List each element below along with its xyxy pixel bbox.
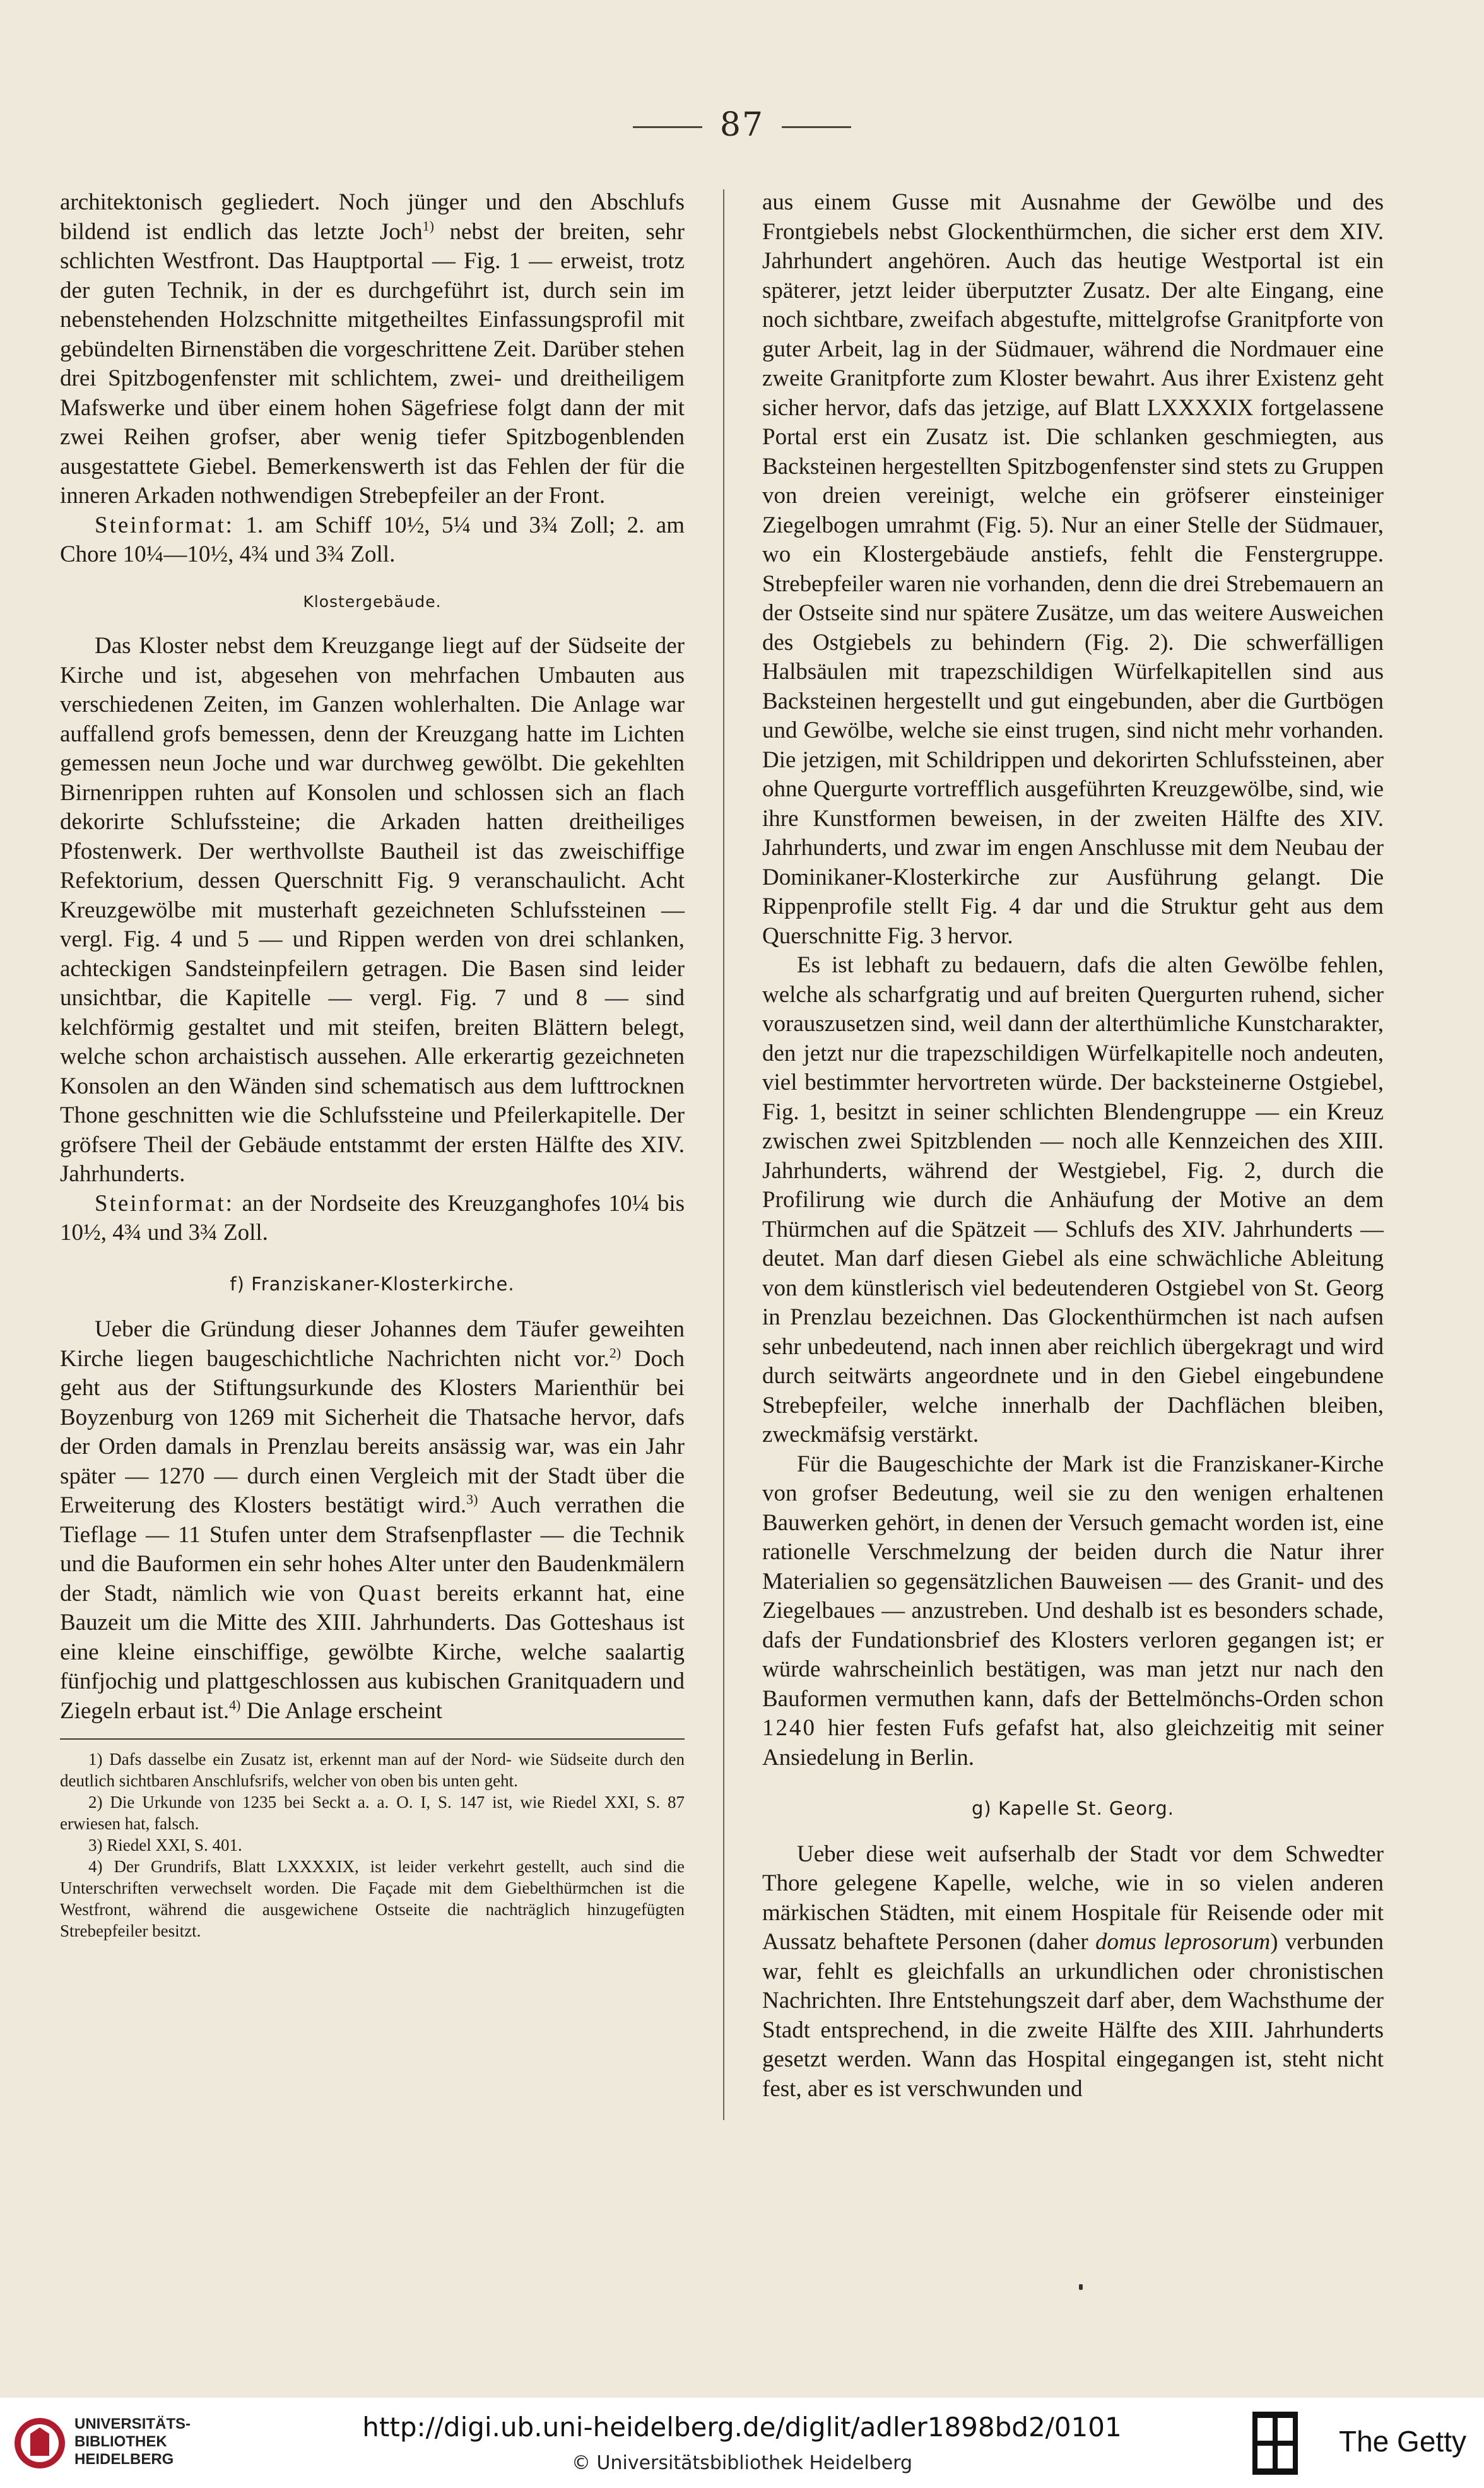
header-rule-left	[633, 126, 702, 128]
ink-speck	[1079, 2284, 1083, 2290]
source-url-link[interactable]: http://digi.ub.uni-heidelberg.de/diglit/adler1898bd2/0101	[362, 2412, 1122, 2443]
paragraph-st-georg: Ueber diese weit aufserhalb der Stadt vor dem Schwedter Thore gelegene Kapelle, welche, wie in so vielen anderen märkischen Städten, mit einem Hospitale für Reisende oder mit Aussatz behaftete Personen (daher domus leprosorum) verbunden war, fehlt es gleichfalls an urkundlichen oder chronistischen Nachrichten. Ihre Entstehungszeit darf aber, dem Wachsthume der Stadt entsprechend, in die zweite Hälfte des XIII. Jahrhunderts gesetzt werden. Wann das Hospital eingegangen ist, steht nicht fest, aber es ist verschwunden und	[762, 1841, 1384, 2102]
paragraph-gusse: aus einem Gusse mit Ausnahme der Gewölbe und des Frontgiebels nebst Glockenthürmchen, die sicher erst dem XIV. Jahrhundert angehören. Auch das heutige Westportal ist ein späterer, jetzt leider überputzter Zusatz. Der alte Eingang, eine noch sichtbare, zweifach abgestufte, mittelgrofse Granitpforte von guter Arbeit, lag in der Südmauer, während die Nordmauer eine zweite Granitpforte zum Kloster bewahrt. Aus ihrer Existenz geht sicher hervor, dafs das jetzige, auf Blatt LXXXXIX fortgelassene Portal erst ein Zusatz ist. Die schlanken geschmiegten, aus Backsteinen hergestellten Spitzbogenfenster sind stets zu Gruppen von dreien vereinigt, welche ein gröfserer einsteiniger Ziegelbogen umrahmt (Fig. 5). Nur an einer Stelle der Südmauer, wo ein Klostergebäude anstiefs, fehlt die Fenstergruppe. Strebepfeiler waren nie vorhanden, denn die drei Strebemauern an der Ostseite sind nur spätere Zusätze, um das weitere Ausweichen des Ostgiebels zu behindern (Fig. 2). Die schwerfälligen Halbsäulen mit trapezschildigen Würfelkapitellen sind aus Backsteinen hergestellt und gut eingebunden, aber die Gurtbögen und Gewölbe, welche sie einst trugen, sind nicht mehr vorhanden. Die jetzigen, mit Schildrippen und dekorirten Schlufssteinen, aber ohne Quergurte vortrefflich ausgeführten Kreuzgewölbe, sind, wie ihre Kunstformen beweisen, in der zweiten Hälfte des XIV. Jahrhunderts, und zwar im engen Anschlusse mit dem Neubau der Dominikaner-Klosterkirche zur Ausführung gelangt. Die Rippenprofile stellt Fig. 4 dar und die Struktur geht aus dem Querschnitte Fig. 3 hervor.	[762, 189, 1384, 949]
footnote-2: 2) Die Urkunde von 1235 bei Seckt a. a. O. I, S. 147 ist, wie Riedel XXI, S. 87 erwiesen hat, falsch.	[60, 1793, 685, 1833]
page-number: 87	[719, 106, 765, 144]
running-header	[0, 106, 1484, 144]
heading-st-georg: g) Kapelle St. Georg.	[972, 1798, 1174, 1819]
library-name: UNIVERSITÄTS- BIBLIOTHEK HEIDELBERG	[74, 2415, 191, 2468]
paragraph-steinformat-1: Steinformat: 1. am Schiff 10½, 5¼ und 3¾ Zoll; 2. am Chore 10¼—10½, 4¾ und 3¾ Zoll.	[60, 512, 685, 567]
footnotes	[60, 1738, 685, 1942]
paragraph-westfront: architektonisch gegliedert. Noch jünger und den Abschlufs bildend ist endlich das letzte Joch$^{1)}$ nebst der breiten, sehr schlichten Westfront. Das Hauptportal — Fig. 1 — erweist, trotz der guten Technik, in der es durchgeführt ist, durch sein im nebenstehenden Holzschnitte mitgetheiltes Einfassungsprofil mit gebündelten Birnenstäben die vorgeschrittene Zeit. Darüber stehen drei Spitzbogenfenster mit schlichtem, zwei- und dreitheiligem Mafswerke und über einem hohen Sägefriese folgt dann der mit zwei Reihen grofser, aber wenig tiefer Spitzbogenblenden ausgestattete Giebel. Bemerkenswerth ist das Fehlen der für die inneren Arkaden nothwendigen Strebepfeiler an der Front.	[60, 189, 685, 509]
footnote-3: 3) Riedel XXI, S. 401.	[88, 1836, 242, 1854]
footer-bar	[0, 2398, 1484, 2488]
heading-klostergebaeude: Klostergebäude.	[303, 592, 442, 611]
paragraph-steinformat-2: Steinformat: an der Nordseite des Kreuzganghofes 10¼ bis 10½, 4¾ und 3¾ Zoll.	[60, 1190, 685, 1246]
header-rule-right	[782, 126, 851, 128]
getty-name: The Getty	[1339, 2425, 1466, 2458]
column-divider	[723, 189, 724, 2120]
paragraph-kloster: Das Kloster nebst dem Kreuzgange liegt auf der Südseite der Kirche und ist, abgesehen von mehrfachen Umbauten aus verschiedenen Zeiten, im Ganzen wohlerhalten. Die Anlage war auffallend grofs bemessen, denn der Kreuzgang hatte im Lichten gemessen neun Joche und war durchweg gewölbt. Die gekehlten Birnenrippen ruhten auf Konsolen und schlossen sich an flach dekorirte Schlufssteine; die Arkaden hatten dreitheiliges Pfostenwerk. Der werthvollste Bautheil ist das zweischiffige Refektorium, dessen Querschnitt Fig. 9 veranschaulicht. Acht Kreuzgewölbe mit musterhaft gezeichneten Schlufssteinen — vergl. Fig. 4 und 5 — und Rippen werden von drei schlanken, achteckigen Sandsteinpfeilern getragen. Die Basen sind leider unsichtbar, die Kapitelle — vergl. Fig. 7 und 8 — sind kelchförmig gestaltet und mit steifen, breiten Blättern belegt, welche schon archaistisch aussehen. Alle erkerartig gezeichneten Konsolen an den Wänden sind schematisch aus dem lufttrocknen Thone geschnitten wie die Schlufssteine und Pfeilerkapitelle. Der gröfsere Theil der Gebäude entstammt der ersten Hälfte des XIV. Jahrhunderts.	[60, 633, 685, 1187]
paragraph-franziskaner: Ueber die Gründung dieser Johannes dem Täufer geweihten Kirche liegen baugeschichtliche Nachrichten nicht vor.$^{2)}$ Doch geht aus der Stiftungsurkunde des Klosters Marienthür bei Boyzenburg von 1269 mit Sicherheit die Thatsache hervor, dafs der Orden damals in Prenzlau bereits ansässig war, was ein Jahr später — 1270 — durch einen Vergleich mit der Stadt über die Erweiterung des Klosters bestätigt wird.$^{3)}$ Auch verrathen die Tieflage — 11 Stufen unter dem Strafsenpflaster — die Technik und die Bauformen ein sehr hohes Alter unter den Baudenkmälern der Stadt, nämlich wie von Quast bereits erkannt hat, eine Bauzeit um die Mitte des XIII. Jahrhunderts. Das Gotteshaus ist eine kleine einschiffige, gewölbte Kirche, welche saalartig fünfjochig und plattgeschlossen aus kubischen Granitquadern und Ziegeln erbaut ist.$^{4)}$ Die Anlage erscheint	[60, 1316, 685, 1724]
copyright-notice: © Universitätsbibliothek Heidelberg	[571, 2452, 912, 2474]
footnote-4: 4) Der Grundrifs, Blatt LXXXXIX, ist leider verkehrt gestellt, auch sind die Unterschriften verwechselt worden. Die Façade mit dem Giebelthürmchen ist die Westfront, während die ausgewichene Ostseite die nachträglich hinzugefügten Strebepfeiler besitzt.	[60, 1857, 685, 1940]
paragraph-baugeschichte: Für die Baugeschichte der Mark ist die Franziskaner-Kirche von grofser Bedeutung, weil sie zu den wenigen erhaltenen Bauwerken gehört, in denen der Versuch gemacht worden ist, eine rationelle Verschmelzung der beiden durch die Natur ihrer Materialien so gegensätzlichen Bauweisen — des Granit- und des Ziegelbaues — anzustreben. Und deshalb ist es besonders schade, dafs der Fundationsbrief des Klosters verloren gegangen ist; er würde wahrscheinlich bestätigen, was man jetzt nur nach den Bauformen vermuthen kann, dafs der Bettelmönchs-Orden schon 1240 hier festen Fufs gefafst hat, also gleichzeitig mit seiner Ansiedelung in Berlin.	[762, 1451, 1384, 1771]
right-column	[762, 188, 1384, 2104]
footnote-1: 1) Dafs dasselbe ein Zusatz ist, erkennt man auf der Nord- wie Südseite durch den deutlich sichtbaren Anschlufsrifs, welcher von oben bis unten geht.	[60, 1750, 685, 1790]
paragraph-gewoelbe: Es ist lebhaft zu bedauern, dafs die alten Gewölbe fehlen, welche als scharfgratig und auf breiten Quergurten ruhend, sicher vorauszusetzen sind, weil dann der alterthümliche Kunstcharakter, den jetzt nur die trapezschildigen Würfelkapitelle noch andeuten, viel bestimmter hervortreten würde. Der backsteinerne Ostgiebel, Fig. 1, besitzt in seiner schlichten Blendengruppe — ein Kreuz zwischen zwei Spitzblenden — noch alle Kennzeichen des XIII. Jahrhunderts, während der Westgiebel, Fig. 2, durch die Profilirung wie durch die Anhäufung der Motive an dem Thürmchen auf die Spätzeit — Schlufs des XIV. Jahrhunderts — deutet. Man darf diesen Giebel als eine schwächliche Ableitung von dem künstlerisch viel bedeutenderen Ostgiebel von St. Georg in Prenzlau bezeichnen. Das Glockenthürmchen ist nach aufsen sehr unbedeutend, nach innen aber reichlich übergekragt und wird durch seitwärts angeordnete und in den Giebel eingebundene Strebepfeiler, welche innerhalb der Dachflächen bleiben, zweckmäfsig verstärkt.	[762, 952, 1384, 1447]
getty-logo-icon	[1252, 2412, 1298, 2475]
left-column	[60, 188, 685, 1942]
heading-franziskaner: f) Franziskaner-Klosterkirche.	[230, 1273, 515, 1295]
